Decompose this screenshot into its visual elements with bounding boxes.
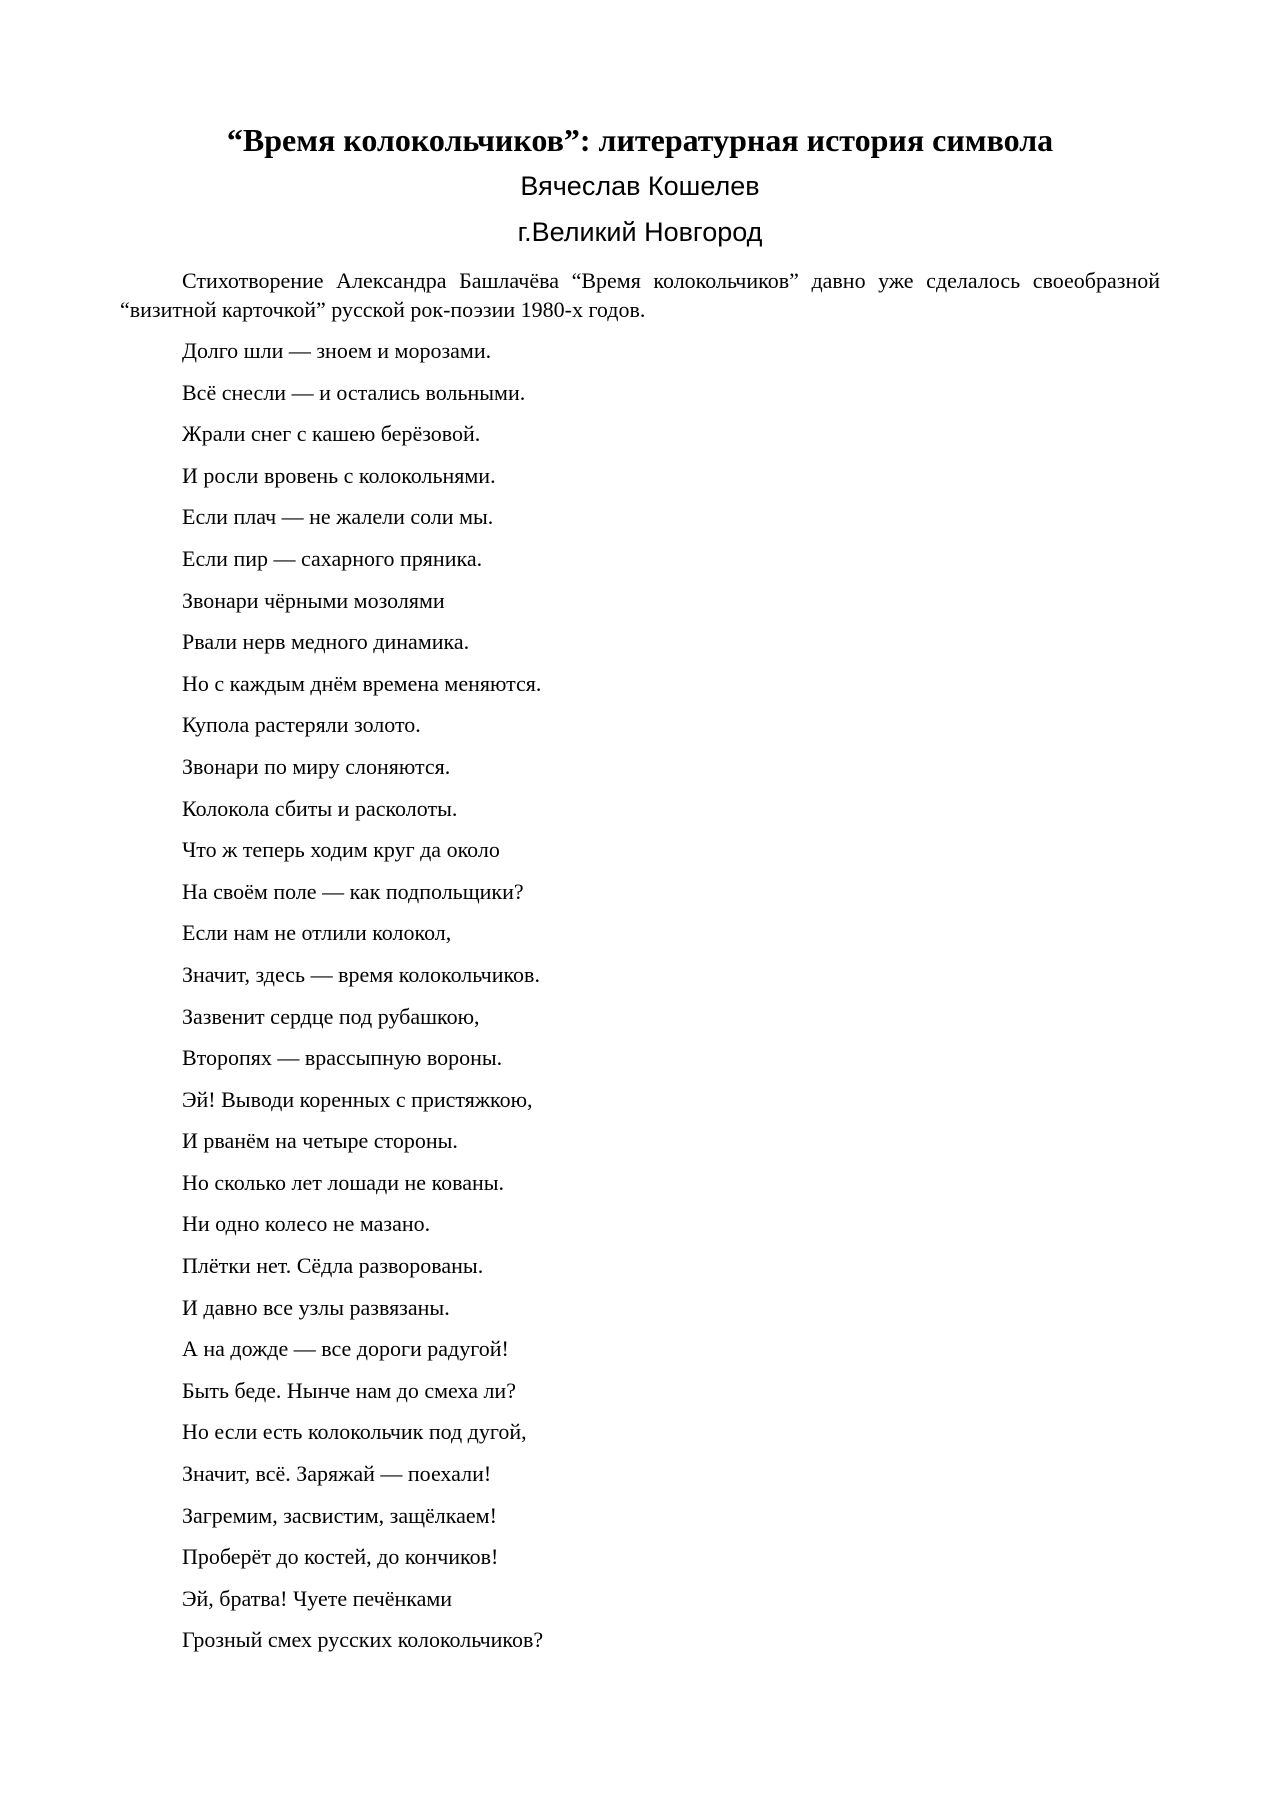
author-city: г.Великий Новгород	[517, 217, 763, 247]
poem-line: Жрали снег с кашею берёзовой.	[182, 421, 481, 447]
author-name: Вячеслав Кошелев	[520, 171, 760, 201]
poem-line: Если нам не отлили колокол,	[182, 920, 452, 946]
poem-line: Всё снесли — и остались вольными.	[182, 379, 526, 405]
poem-line: Но с каждым днём времена меняются.	[182, 670, 542, 696]
poem-line: И рванём на четыре стороны.	[182, 1128, 458, 1154]
poem-line: Значит, здесь — время колокольчиков.	[182, 961, 540, 987]
poem-line: Эй! Выводи коренных с пристяжкою,	[182, 1086, 533, 1112]
poem-block	[182, 336, 543, 1667]
poem-line: Быть беде. Нынче нам до смеха ли?	[182, 1377, 516, 1403]
poem-line: Долго шли — зноем и морозами.	[182, 338, 492, 363]
poem-line: Колокола сбиты и расколоты.	[182, 795, 458, 821]
poem-line: Купола растеряли золото.	[182, 712, 421, 738]
poem-line: Второпях — врассыпную вороны.	[182, 1045, 503, 1071]
poem-line: Рвали нерв медного динамика.	[182, 629, 470, 655]
poem-line: И росли вровень с колокольнями.	[182, 462, 496, 488]
intro-paragraph: Стихотворение Александра Башлачёва “Время колокольчиков” давно уже сделалось своеобразной “визитной карточкой” русской рок-поэзии 1980-х годов.	[120, 268, 1160, 322]
poem-line: Что ж теперь ходим круг да около	[182, 837, 500, 863]
poem-line: И давно все узлы развязаны.	[182, 1294, 450, 1320]
poem-line: А на дожде — все дороги радугой!	[182, 1336, 509, 1362]
poem-line: Если плач — не жалели соли мы.	[182, 504, 494, 530]
poem-line: Загремим, засвистим, защёлкаем!	[182, 1502, 497, 1528]
poem-line: Но сколько лет лошади не кованы.	[182, 1169, 505, 1195]
poem-line: Грозный смех русских колокольчиков?	[182, 1627, 544, 1653]
poem-line: Эй, братва! Чуете печёнками	[182, 1585, 453, 1611]
poem-line: Ни одно колесо не мазано.	[182, 1211, 431, 1237]
article-title: “Время колокольчиков”: литературная история символа	[226, 122, 1054, 158]
poem-line: Звонари чёрными мозолями	[182, 587, 445, 613]
poem-line: Зазвенит сердце под рубашкою,	[182, 1003, 480, 1029]
poem-line: Проберёт до костей, до кончиков!	[182, 1544, 499, 1570]
poem-line: На своём поле — как подпольщики?	[182, 878, 524, 904]
poem-line: Значит, всё. Заряжай — поехали!	[182, 1461, 492, 1487]
poem-line: Звонари по миру слоняются.	[182, 753, 451, 779]
poem-line: Плётки нет. Сёдла разворованы.	[182, 1253, 484, 1279]
poem-line: Но если есть колокольчик под дугой,	[182, 1419, 527, 1445]
poem-line: Если пир — сахарного пряника.	[182, 545, 483, 571]
